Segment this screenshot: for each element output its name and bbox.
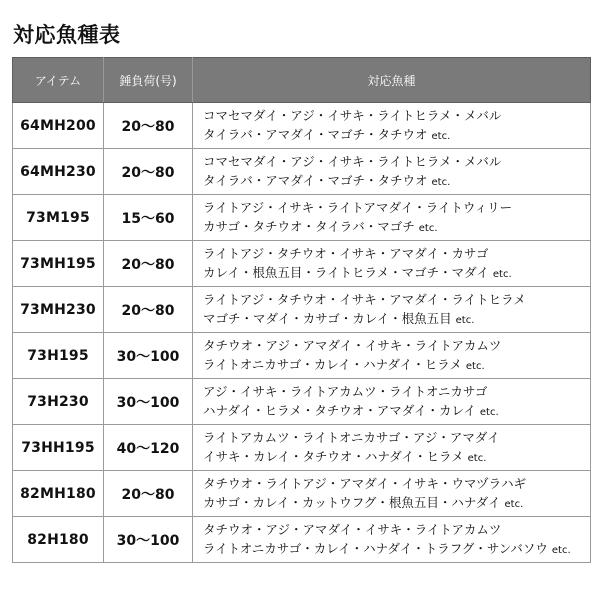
species-line-2 bbox=[203, 355, 590, 376]
table-row bbox=[13, 379, 591, 425]
species-line-2 bbox=[203, 401, 590, 422]
weight-cell: 30～100 bbox=[104, 333, 193, 379]
species-line-2 bbox=[203, 125, 590, 146]
species-line-2-text: ライトオニカサゴ・カレイ・ハナダイ・トラフグ・サンバソウ bbox=[203, 540, 548, 556]
table-row bbox=[13, 287, 591, 333]
species-line-1: コマセマダイ・アジ・イサキ・ライトヒラメ・メバル bbox=[203, 153, 502, 169]
species-line-2 bbox=[203, 309, 590, 330]
item-cell: 64MH200 bbox=[13, 103, 104, 149]
table-row bbox=[13, 103, 591, 149]
species-line-2-text: マゴチ・マダイ・カサゴ・カレイ・根魚五目 bbox=[203, 310, 452, 326]
weight-cell: 40～120 bbox=[104, 425, 193, 471]
etc-note: etc. bbox=[467, 452, 487, 464]
etc-note: etc. bbox=[492, 268, 512, 280]
species-line-2 bbox=[203, 171, 590, 192]
species-cell bbox=[193, 379, 591, 425]
species-line-1: コマセマダイ・アジ・イサキ・ライトヒラメ・メバル bbox=[203, 107, 502, 123]
item-cell: 73MH195 bbox=[13, 241, 104, 287]
species-cell bbox=[193, 149, 591, 195]
species-line-2 bbox=[203, 493, 590, 514]
table-row bbox=[13, 195, 591, 241]
table-body bbox=[13, 103, 591, 563]
etc-note: etc. bbox=[551, 544, 571, 556]
item-cell: 73MH230 bbox=[13, 287, 104, 333]
table-row bbox=[13, 333, 591, 379]
weight-cell: 20～80 bbox=[104, 287, 193, 333]
species-cell bbox=[193, 287, 591, 333]
etc-note: etc. bbox=[465, 360, 485, 372]
species-line-2 bbox=[203, 263, 590, 284]
etc-note: etc. bbox=[479, 406, 499, 418]
table-row bbox=[13, 241, 591, 287]
species-cell bbox=[193, 517, 591, 563]
species-line-2-text: タイラバ・アマダイ・マゴチ・タチウオ bbox=[203, 172, 428, 188]
table-row bbox=[13, 149, 591, 195]
weight-cell: 20～80 bbox=[104, 241, 193, 287]
species-line-2-text: カサゴ・タチウオ・タイラバ・マゴチ bbox=[203, 218, 415, 234]
item-cell: 73M195 bbox=[13, 195, 104, 241]
weight-cell: 30～100 bbox=[104, 379, 193, 425]
weight-cell: 20～80 bbox=[104, 103, 193, 149]
species-line-2 bbox=[203, 447, 590, 468]
table-row bbox=[13, 517, 591, 563]
table-row bbox=[13, 425, 591, 471]
item-cell: 73HH195 bbox=[13, 425, 104, 471]
species-line-1: タチウオ・ライトアジ・アマダイ・イサキ・ウマヅラハギ bbox=[203, 475, 527, 491]
item-cell: 82H180 bbox=[13, 517, 104, 563]
etc-note: etc. bbox=[455, 314, 475, 326]
species-line-2-text: カサゴ・カレイ・カットウフグ・根魚五目・ハナダイ bbox=[203, 494, 501, 510]
weight-cell: 15～60 bbox=[104, 195, 193, 241]
species-table bbox=[12, 57, 591, 563]
header-weight: 錘負荷(号) bbox=[104, 58, 193, 103]
species-line-2-text: ライトオニカサゴ・カレイ・ハナダイ・ヒラメ bbox=[203, 356, 462, 372]
species-cell bbox=[193, 333, 591, 379]
table-header bbox=[13, 58, 591, 103]
item-cell: 73H195 bbox=[13, 333, 104, 379]
item-cell: 82MH180 bbox=[13, 471, 104, 517]
species-cell bbox=[193, 241, 591, 287]
species-line-1: アジ・イサキ・ライトアカムツ・ライトオニカサゴ bbox=[203, 383, 488, 399]
species-line-1: ライトアジ・イサキ・ライトアマダイ・ライトウィリー bbox=[203, 199, 513, 215]
species-line-1: タチウオ・アジ・アマダイ・イサキ・ライトアカムツ bbox=[203, 337, 502, 353]
header-item: アイテム bbox=[13, 58, 104, 103]
species-line-1: タチウオ・アジ・アマダイ・イサキ・ライトアカムツ bbox=[203, 521, 502, 537]
item-cell: 73H230 bbox=[13, 379, 104, 425]
species-cell bbox=[193, 103, 591, 149]
etc-note: etc. bbox=[504, 498, 524, 510]
table-row bbox=[13, 471, 591, 517]
weight-cell: 20～80 bbox=[104, 149, 193, 195]
header-species: 対応魚種 bbox=[193, 58, 591, 103]
species-cell bbox=[193, 471, 591, 517]
species-cell bbox=[193, 195, 591, 241]
page-title: 対応魚種表 bbox=[13, 23, 121, 47]
species-line-2-text: ハナダイ・ヒラメ・タチウオ・アマダイ・カレイ bbox=[203, 402, 476, 418]
weight-cell: 20～80 bbox=[104, 471, 193, 517]
species-line-2-text: イサキ・カレイ・タチウオ・ハナダイ・ヒラメ bbox=[203, 448, 464, 464]
etc-note: etc. bbox=[431, 176, 451, 188]
species-line-2-text: タイラバ・アマダイ・マゴチ・タチウオ bbox=[203, 126, 428, 142]
species-line-1: ライトアカムツ・ライトオニカサゴ・アジ・アマダイ bbox=[203, 429, 500, 445]
species-line-1: ライトアジ・タチウオ・イサキ・アマダイ・ライトヒラメ bbox=[203, 291, 526, 307]
item-cell: 64MH230 bbox=[13, 149, 104, 195]
species-line-2 bbox=[203, 217, 590, 238]
species-line-2-text: カレイ・根魚五目・ライトヒラメ・マゴチ・マダイ bbox=[203, 264, 489, 280]
etc-note: etc. bbox=[418, 222, 438, 234]
etc-note: etc. bbox=[431, 130, 451, 142]
species-cell bbox=[193, 425, 591, 471]
species-line-1: ライトアジ・タチウオ・イサキ・アマダイ・カサゴ bbox=[203, 245, 489, 261]
weight-cell: 30～100 bbox=[104, 517, 193, 563]
species-line-2 bbox=[203, 539, 590, 560]
